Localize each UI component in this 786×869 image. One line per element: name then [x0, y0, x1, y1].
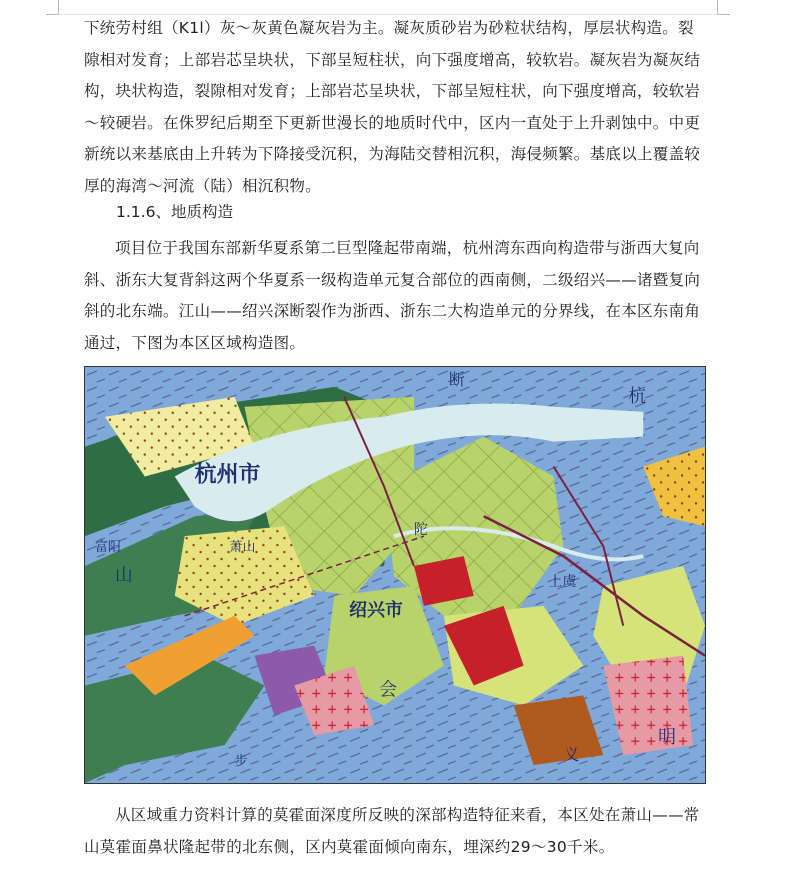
crop-mark-right-vertical — [717, 0, 718, 14]
paragraph-structure-text: 项目位于我国东部新华夏系第二巨型隆起带南端，杭州湾东西向构造带与浙西大复向斜、浙东大复背斜这两个华夏系一级构造单元复合部位的西南侧，二级绍兴——诸暨复向斜的北东端。江山——绍兴深断裂作为浙西、浙东二大构造单元的分界线，在本区东南角通过，下图为本区区域构造图。 — [84, 239, 701, 352]
paragraph-deep-structure — [84, 800, 706, 863]
crop-mark-left-vertical — [58, 0, 59, 14]
map-label-duan: 断 — [448, 369, 465, 389]
paragraph-lithology: 下统劳村组（K1l）灰～灰黄色凝灰岩为主。凝灰质砂岩为砂粒状结构，厚层状构造。裂隙相对发育；上部岩芯呈块状，下部呈短柱状，向下强度增高，较软岩。凝灰岩为凝灰结构，块状构造，裂隙相对发育；上部岩芯呈块状，下部呈短柱状，向下强度增高，较软岩～较硬岩。在侏罗纪后期至下更新世漫长的地质时代中，区内一直处于上升剥蚀中。中更新统以来基底由上升转为下降接受沉积，为海陆交替相沉积，海侵频繁。基底以上覆盖较厚的海湾～河流（陆）相沉积物。 — [84, 19, 701, 195]
map-label-tuo: 陀 — [413, 522, 428, 539]
map-label-ming: 明 — [658, 727, 677, 749]
geologic-map-figure — [85, 367, 705, 783]
map-label-kuai: 会 — [379, 679, 397, 701]
map-label-hang: 杭 — [628, 385, 647, 407]
crop-mark-right-horizontal — [717, 14, 730, 15]
paragraph-deep-structure-text: 从区域重力资料计算的莫霍面深度所反映的深部构造特征来看，本区处在萧山——常山莫霍面鼻状隆起带的北东侧，区内莫霍面倾向南东，埋深约29～30千米。 — [84, 806, 700, 856]
regional-structure-map — [84, 366, 706, 784]
map-label-xiaoshan: 萧山 — [229, 540, 256, 556]
map-label-yi: 义 — [563, 745, 580, 765]
map-label-shaoxing-city: 绍兴市 — [349, 599, 403, 621]
paragraph-structure — [84, 233, 706, 359]
map-label-fuyang: 富阳 — [94, 540, 121, 556]
map-label-bu: 步 — [234, 754, 248, 770]
map-label-shan: 山 — [114, 564, 133, 586]
map-label-hangzhou-city: 杭州市 — [194, 462, 261, 488]
section-heading-geologic-structure: 1.1.6、地质构造 — [116, 203, 233, 221]
map-label-shangyu: 上虞 — [548, 573, 577, 590]
